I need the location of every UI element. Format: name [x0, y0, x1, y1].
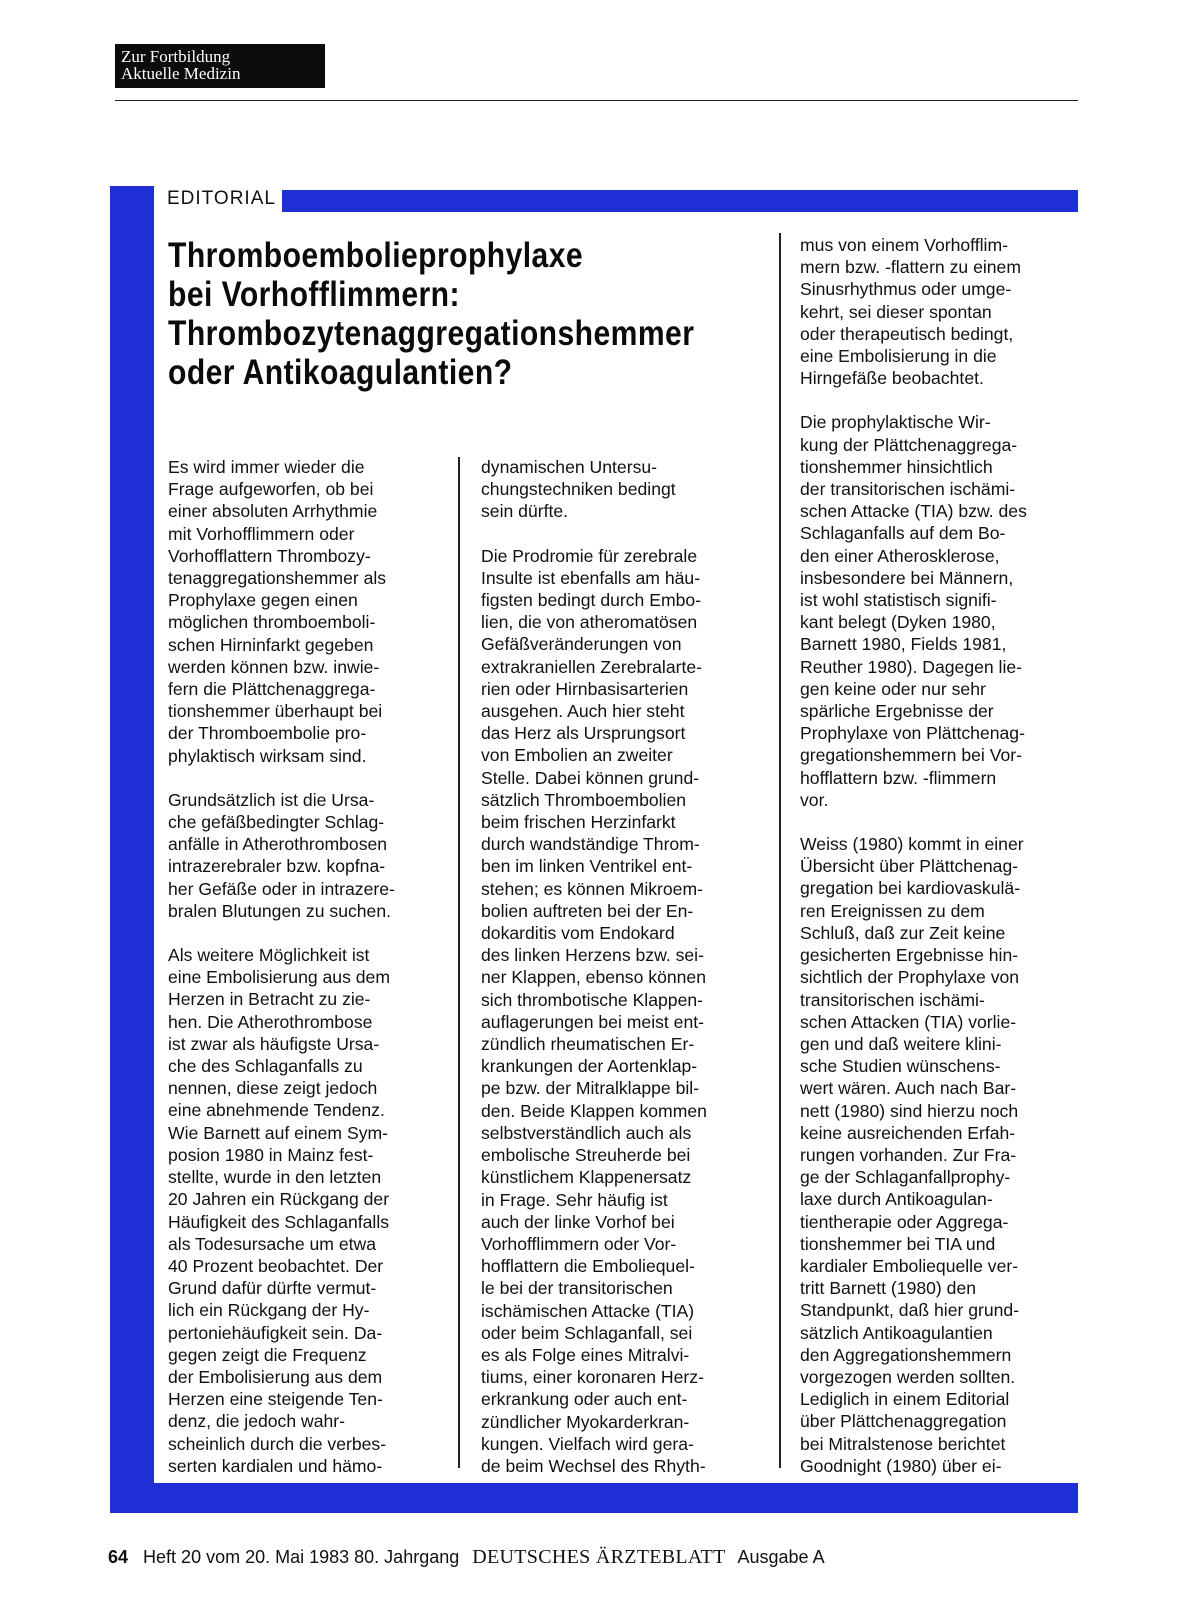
text-line: der transitorischen ischämi- — [800, 479, 1016, 500]
text-line: denz, die jedoch wahr- — [168, 1411, 346, 1432]
text-line: Reuther 1980). Dagegen lie- — [800, 656, 1023, 677]
text-line: Goodnight (1980) über ei- — [800, 1455, 1002, 1476]
edition-info: Ausgabe A — [737, 1547, 825, 1567]
text-line: Standpunkt, daß hier grund- — [800, 1300, 1020, 1321]
column-rule-1 — [458, 457, 460, 1468]
text-line: spärliche Ergebnisse der — [800, 701, 994, 722]
text-line: hen. Die Atherothrombose — [168, 1011, 373, 1032]
text-line: Schluß, daß zur Zeit keine — [800, 922, 1006, 943]
text-line: von Embolien an zweiter — [481, 745, 673, 766]
text-line: Als weitere Möglichkeit ist — [168, 945, 370, 966]
paragraph — [168, 789, 436, 922]
editorial-label: EDITORIAL — [167, 188, 276, 209]
text-line: sätzlich Antikoagulantien — [800, 1322, 993, 1343]
text-line: der Thromboembolie pro- — [168, 723, 367, 744]
page-number: 64 — [108, 1547, 129, 1567]
text-line: Herzen eine steigende Ten- — [168, 1389, 383, 1410]
text-line: beim frischen Herzinfarkt — [481, 812, 676, 833]
text-line: ist zwar als häufigste Ursa- — [168, 1033, 380, 1054]
text-line: eine Embolisierung aus dem — [168, 967, 391, 988]
text-line: kehrt, sei dieser spontan — [800, 301, 992, 322]
text-line: sätzlich Thromboembolien — [481, 789, 687, 810]
text-line: Übersicht über Plättchenag- — [800, 856, 1019, 877]
text-line: Barnett 1980, Fields 1981, — [800, 634, 1007, 655]
text-line: keine ausreichenden Erfah- — [800, 1122, 1016, 1143]
text-line: de beim Wechsel des Rhyth- — [481, 1455, 706, 1476]
text-line: zündlicher Myokarderkran- — [481, 1411, 690, 1432]
text-line: ren Ereignissen zu dem — [800, 900, 985, 921]
text-line: Häufigkeit des Schlaganfalls — [168, 1211, 390, 1232]
text-line: Hirngefäße beobachtet. — [800, 368, 984, 389]
text-line: eine Embolisierung in die — [800, 346, 997, 367]
text-line: le bei der transitorischen — [481, 1278, 673, 1299]
text-line: Prophylaxe gegen einen — [168, 590, 358, 611]
text-line: Schlaganfalls auf dem Bo- — [800, 523, 1006, 544]
text-line: tenaggregationshemmer als — [168, 568, 387, 589]
text-line: kung der Plättchenaggrega- — [800, 434, 1018, 455]
text-line: bei Mitralstenose berichtet — [800, 1433, 1006, 1454]
text-line: oder beim Schlaganfall, sei — [481, 1322, 693, 1343]
title-line: oder Antikoagulantien? — [168, 353, 513, 392]
text-line: Vorhofflattern Thrombozy- — [168, 545, 371, 566]
text-line: lich ein Rückgang der Hy- — [168, 1300, 370, 1321]
text-line: sich thrombotische Klappen- — [481, 989, 703, 1010]
text-line: es als Folge eines Mitralvi- — [481, 1344, 690, 1365]
text-line: kungen. Vielfach wird gera- — [481, 1433, 694, 1454]
text-line: in Frage. Sehr häufig ist — [481, 1189, 668, 1210]
text-line: krankungen der Aortenklap- — [481, 1056, 698, 1077]
text-line: nennen, diese zeigt jedoch — [168, 1078, 378, 1099]
text-line: Die Prodromie für zerebrale — [481, 545, 698, 566]
text-line: mern bzw. -flattern zu einem — [800, 257, 1021, 278]
text-line: anfälle in Atherothrombosen — [168, 834, 388, 855]
text-line: zündlich rheumatischen Er- — [481, 1034, 695, 1055]
text-line: eine abnehmende Tendenz. — [168, 1100, 385, 1121]
header-rule — [115, 100, 1078, 101]
blue-frame-left — [110, 186, 154, 1513]
text-line: Grund dafür dürfte vermut- — [168, 1278, 377, 1299]
text-line: 20 Jahren ein Rückgang der — [168, 1189, 390, 1210]
text-line: lien, die von atheromatösen — [481, 612, 698, 633]
text-line: laxe durch Antikoagulan- — [800, 1189, 993, 1210]
text-line: intrazerebraler bzw. kopfna- — [168, 856, 386, 877]
text-line: bralen Blutungen zu suchen. — [168, 900, 392, 921]
text-line: che gefäßbedingter Schlag- — [168, 812, 385, 833]
text-line: rien oder Hirnbasisarterien — [481, 678, 689, 699]
text-line: kant belegt (Dyken 1980, — [800, 612, 996, 633]
text-line: sichtlich der Prophylaxe von — [800, 967, 1020, 988]
text-line: tiums, einer koronaren Herz- — [481, 1367, 704, 1388]
text-line: künstlichem Klappenersatz — [481, 1167, 692, 1188]
column-rule-2 — [779, 233, 781, 1468]
text-line: stehen; es können Mikroem- — [481, 878, 703, 899]
text-line: gregationshemmern bei Vor- — [800, 745, 1022, 766]
text-line: erkrankung oder auch ent- — [481, 1389, 688, 1410]
section-header-line-2: Aktuelle Medizin — [121, 64, 241, 83]
text-line: insbesondere bei Männern, — [800, 567, 1014, 588]
text-line: che des Schlaganfalls zu — [168, 1056, 363, 1077]
text-line: Vorhofflimmern oder Vor- — [481, 1233, 677, 1254]
text-line: den einer Atherosklerose, — [800, 545, 1000, 566]
text-line: her Gefäße oder in intrazere- — [168, 878, 395, 899]
text-line: tionshemmer bei TIA und — [800, 1233, 996, 1254]
text-line: fern die Plättchenaggrega- — [168, 679, 376, 700]
text-line: Es wird immer wieder die — [168, 457, 365, 477]
paragraph — [168, 456, 436, 767]
title-line: Thromboembolieprophylaxe — [168, 236, 584, 275]
text-line: hofflattern bzw. -flimmern — [800, 767, 997, 788]
text-line: dokarditis vom Endokard — [481, 923, 675, 944]
text-line: durch wandständige Throm- — [481, 834, 700, 855]
text-line: Stelle. Dabei können grund- — [481, 767, 700, 788]
text-line: 40 Prozent beobachtet. Der — [168, 1255, 384, 1276]
text-line: gen und daß weitere klini- — [800, 1033, 1002, 1054]
text-line: ben im linken Ventrikel ent- — [481, 856, 693, 877]
text-line: des linken Herzens bzw. sei- — [481, 945, 704, 966]
text-line: werden können bzw. inwie- — [168, 656, 380, 677]
text-line: Sinusrhythmus oder umge- — [800, 279, 1012, 300]
paragraph — [481, 456, 751, 523]
text-line: den. Beide Klappen kommen — [481, 1100, 707, 1121]
text-line: über Plättchenaggregation — [800, 1411, 1007, 1432]
article-title — [168, 236, 693, 392]
text-line: ausgehen. Auch hier steht — [481, 701, 685, 722]
text-line: gegen zeigt die Frequenz — [168, 1344, 367, 1365]
text-line: posion 1980 in Mainz fest- — [168, 1144, 374, 1165]
text-line: schen Hirninfarkt gegeben — [168, 634, 374, 655]
text-line: Herzen in Betracht zu zie- — [168, 989, 371, 1010]
text-column-1 — [168, 456, 436, 1499]
text-line: Weiss (1980) kommt in einer — [800, 834, 1024, 855]
text-line: extrakraniellen Zerebralarte- — [481, 656, 702, 677]
text-line: hofflattern die Emboliequel- — [481, 1256, 695, 1277]
text-line: tientherapie oder Aggrega- — [800, 1211, 1009, 1232]
text-line: Grundsätzlich ist die Ursa- — [168, 789, 375, 810]
text-line: möglichen thromboemboli- — [168, 612, 376, 633]
text-line: einer absoluten Arrhythmie — [168, 501, 378, 522]
text-line: als Todesursache um etwa — [168, 1233, 376, 1254]
text-line: Wie Barnett auf einem Sym- — [168, 1122, 388, 1143]
paragraph — [168, 944, 436, 1477]
text-line: pertoniehäufigkeit sein. Da- — [168, 1322, 383, 1343]
text-line: Frage aufgeworfen, ob bei — [168, 479, 374, 500]
text-line: das Herz als Ursprungsort — [481, 723, 686, 744]
text-line: selbstverständlich auch als — [481, 1122, 692, 1143]
text-line: scheinlich durch die verbes- — [168, 1433, 387, 1454]
text-line: ist wohl statistisch signifi- — [800, 590, 997, 611]
text-line: Die prophylaktische Wir- — [800, 412, 991, 433]
page-footer — [108, 1546, 825, 1569]
paragraph — [800, 833, 1068, 1477]
title-line: Thrombozytenaggregationshemmer — [168, 314, 695, 353]
text-line: tritt Barnett (1980) den — [800, 1278, 977, 1299]
text-line: auch der linke Vorhof bei — [481, 1211, 675, 1232]
text-line: wert wären. Auch nach Bar- — [800, 1078, 1017, 1099]
text-line: sche Studien wünschens- — [800, 1056, 1001, 1077]
text-line: sein dürfte. — [481, 501, 569, 522]
text-line: bolien auftreten bei der En- — [481, 900, 694, 921]
text-line: gesicherten Ergebnisse hin- — [800, 945, 1019, 966]
issue-info: Heft 20 vom 20. Mai 1983 80. Jahrgang — [143, 1547, 460, 1567]
text-line: stellte, wurde in den letzten — [168, 1167, 382, 1188]
text-line: Prophylaxe von Plättchenag- — [800, 723, 1025, 744]
text-line: rungen vorhanden. Zur Fra- — [800, 1144, 1017, 1165]
text-line: transitorischen ischämi- — [800, 989, 985, 1010]
text-line: mus von einem Vorhofflim- — [800, 235, 1008, 255]
text-line: auflagerungen bei meist ent- — [481, 1011, 704, 1032]
text-line: ge der Schlaganfallprophy- — [800, 1167, 1011, 1188]
text-line: gregation bei kardiovaskulä- — [800, 878, 1021, 899]
text-line: kardialer Emboliequelle ver- — [800, 1255, 1019, 1276]
text-line: tionshemmer überhaupt bei — [168, 701, 383, 722]
text-line: ischämischen Attacke (TIA) — [481, 1300, 695, 1321]
text-line: figsten bedingt durch Embo- — [481, 590, 702, 611]
journal-name: DEUTSCHES ÄRZTEBLATT — [472, 1546, 726, 1568]
text-line: ner Klappen, ebenso können — [481, 967, 706, 988]
text-line: Lediglich in einem Editorial — [800, 1389, 1010, 1410]
text-line: der Embolisierung aus dem — [168, 1366, 383, 1387]
paragraph — [800, 234, 1068, 389]
text-line: chungstechniken bedingt — [481, 479, 676, 500]
text-line: nett (1980) sind hierzu noch — [800, 1100, 1019, 1121]
paragraph — [481, 545, 751, 1478]
title-line: bei Vorhofflimmern: — [168, 275, 460, 314]
text-line: vor. — [800, 789, 829, 810]
text-line: embolische Streuherde bei — [481, 1145, 691, 1166]
paragraph — [800, 411, 1068, 811]
text-line: mit Vorhofflimmern oder — [168, 523, 355, 544]
section-header-box — [115, 44, 325, 88]
text-line: pe bzw. der Mitralklappe bil- — [481, 1078, 700, 1099]
text-line: schen Attacke (TIA) bzw. des — [800, 501, 1027, 522]
text-line: schen Attacken (TIA) vorlie- — [800, 1011, 1017, 1032]
text-line: serten kardialen und hämo- — [168, 1455, 383, 1476]
text-line: phylaktisch wirksam sind. — [168, 745, 367, 766]
text-column-2 — [481, 456, 751, 1499]
text-line: gen keine oder nur sehr — [800, 678, 986, 699]
text-line: vorgezogen werden sollten. — [800, 1366, 1016, 1387]
text-line: oder therapeutisch bedingt, — [800, 323, 1014, 344]
blue-frame-top — [282, 190, 1078, 212]
text-line: Gefäßveränderungen von — [481, 634, 682, 655]
text-line: tionshemmer hinsichtlich — [800, 456, 993, 477]
text-line: den Aggregationshemmern — [800, 1344, 1012, 1365]
text-line: dynamischen Untersu- — [481, 457, 658, 477]
text-column-3 — [800, 234, 1068, 1499]
section-header-line-1: Zur Fortbildung — [121, 47, 231, 66]
text-line: Insulte ist ebenfalls am häu- — [481, 567, 701, 588]
